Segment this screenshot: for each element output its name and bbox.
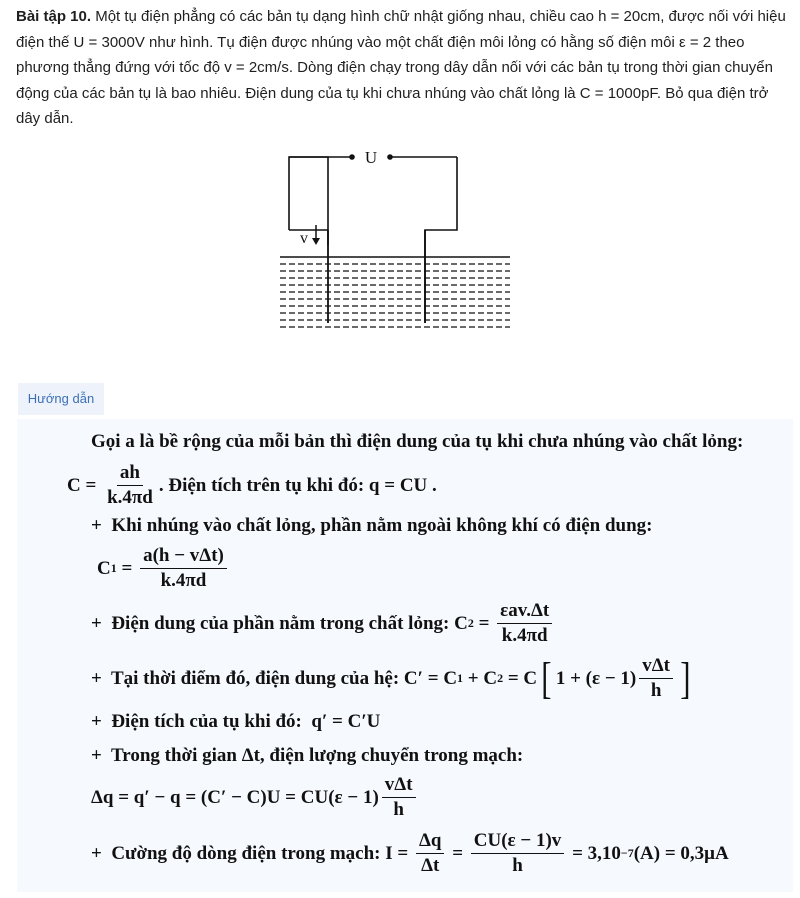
source-label: U	[364, 148, 378, 167]
capacitor-figure	[270, 145, 520, 355]
sol-line-6: + Tại thời điểm đó, điện dung của hệ: C′ = C 1 + C 2 = C [ 1 + (ε − 1) $\frac{\text{vΔt}}{h}$ ]	[91, 653, 691, 703]
fraction: $\frac{CU(\varepsilon - 1)v}{h}$	[471, 831, 565, 876]
fraction: $\frac{ah}{k.4\pi d}$	[107, 462, 153, 508]
sol-line-1: Gọi a là bề rộng của mỗi bản thì điện dung của tụ khi chưa nhúng vào chất lỏng:	[91, 431, 744, 452]
solution-panel	[17, 419, 793, 892]
fraction: $\frac{\text{vΔt}}{h}$	[382, 775, 416, 820]
problem-statement	[16, 4, 786, 132]
sol-line-10: + Cường độ dòng điện trong mạch: I = $\frac{\Delta q}{\Delta t}$ = $\frac{CU(\varepsilon - 1)v}{h}$ = 3,10 −7 (A) = 0,3μA	[91, 830, 729, 876]
fraction: $\frac{\text{εav.Δt}}{k.4\pi d}$	[497, 601, 552, 646]
velocity-label: v	[300, 230, 308, 247]
sol-line-3: + Khi nhúng vào chất lỏng, phần nằm ngoài không khí có điện dung:	[91, 515, 653, 536]
problem-label: Bài tập 10.	[16, 8, 92, 25]
sol-line-2: C = $\frac{ah}{k.4\pi d}$ . Điện tích trên tụ khi đó: q = CU .	[67, 462, 437, 508]
fraction: $\frac{\text{a(h − vΔt)}}{k.4\pi d}$	[140, 546, 227, 591]
sol-line-9: Δq = q′ − q = (C′ − C)U = CU(ε − 1) $\frac{\text{vΔt}}{h}$	[91, 775, 419, 820]
right-wire	[425, 157, 457, 323]
left-wire	[289, 157, 328, 245]
left-terminal	[349, 154, 355, 160]
right-terminal	[387, 154, 393, 160]
sol-line-4: C 1 = $\frac{\text{a(h − vΔt)}}{k.4\pi d}$	[97, 546, 230, 591]
sol-line-5: + Điện dung của phần nằm trong chất lỏng: C 2 = $\frac{\text{εav.Δt}}{k.4\pi d}$	[91, 601, 555, 646]
guide-tab[interactable]: Hướng dẫn	[18, 383, 104, 415]
fraction: $\frac{\Delta q}{\Delta t}$	[416, 831, 444, 876]
problem-text: Một tụ điện phẳng có các bản tụ dạng hình chữ nhật giống nhau, chiều cao h = 20cm, được nối với hiệu điện thế U = 3000V như hình. Tụ điện được nhúng vào một chất điện môi lỏng có hằng số điện môi ε = 2 theo phương thẳng đứng với tốc độ v = 2cm/s. Dòng điện chạy trong dây dẫn nối với các bản tụ trong thời gian chuyển động của các bản tụ là bao nhiêu. Điện dung của tụ khi chưa nhúng vào chất lỏng là C = 1000pF. Bỏ qua điện trở dây dẫn.	[16, 8, 786, 127]
sol-line-7: + Điện tích của tụ khi đó: q′ = C′U	[91, 711, 381, 732]
sol-line-8: + Trong thời gian Δt, điện lượng chuyển trong mạch:	[91, 745, 524, 766]
fraction: $\frac{\text{vΔt}}{h}$	[639, 656, 673, 701]
dielectric-liquid	[280, 257, 510, 327]
